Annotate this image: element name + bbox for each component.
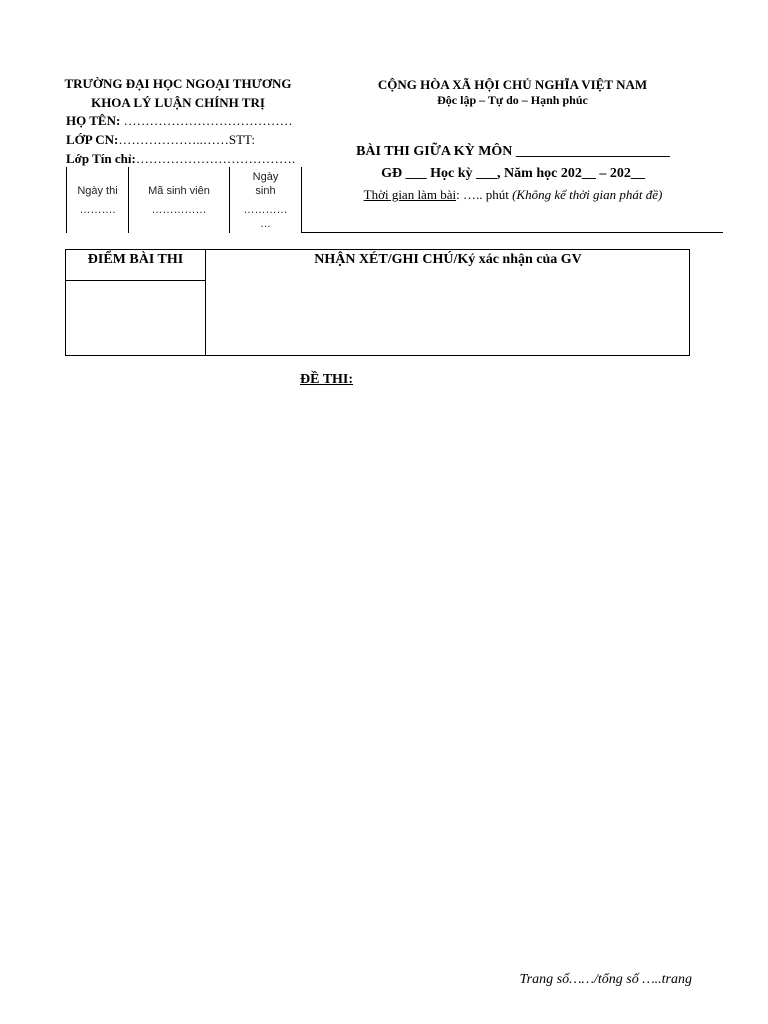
- box-divider: [301, 167, 302, 233]
- student-id-label: Mã sinh viên: [148, 185, 210, 197]
- faculty-name: KHOA LÝ LUẬN CHÍNH TRỊ: [91, 95, 265, 110]
- class-label: LỚP CN:: [66, 132, 119, 147]
- header-rule: [301, 232, 723, 233]
- credit-class-field: [66, 151, 295, 167]
- exam-questions-heading: ĐỀ THI:: [300, 372, 354, 387]
- student-id-dots: ……………: [151, 204, 207, 216]
- exam-title: BÀI THI GIỮA KỲ MÔN ______________________: [356, 144, 670, 159]
- box-divider: [66, 167, 67, 233]
- score-header: ĐIỂM BÀI THI: [66, 250, 205, 281]
- student-name-label: HỌ TÊN:: [66, 113, 121, 128]
- birth-date-dots-1: …………: [243, 204, 288, 216]
- exam-time: [303, 187, 723, 203]
- page-counter: Trang số……/tổng số …..trang: [519, 972, 692, 987]
- birth-date-label-2: sinh: [255, 185, 276, 197]
- student-name-dots: …………………………………: [120, 113, 293, 128]
- box-divider: [128, 167, 129, 233]
- comment-header: NHẬN XÉT/GHI CHÚ/Ký xác nhận của GV: [314, 252, 582, 267]
- birth-date-dots-2: …: [260, 218, 271, 230]
- birth-date-label-1: Ngày: [252, 171, 279, 183]
- score-table: [65, 249, 690, 356]
- exam-date-label: Ngày thi: [77, 185, 118, 197]
- university-name: TRƯỜNG ĐẠI HỌC NGOẠI THƯƠNG: [64, 76, 292, 91]
- exam-time-label: Thời gian làm bài: [363, 187, 457, 202]
- class-dots: ………………..……STT:: [118, 132, 255, 147]
- credit-class-label: Lớp Tín chỉ:: [66, 151, 136, 166]
- student-name-field: [66, 113, 293, 129]
- exam-date-dots: ……….: [79, 204, 116, 216]
- score-column: [66, 250, 206, 355]
- exam-time-value: : ….. phút: [456, 187, 513, 202]
- class-field: [66, 132, 255, 148]
- national-motto: Độc lập – Tự do – Hạnh phúc: [437, 93, 588, 107]
- exam-subtitle: GĐ ___ Học kỳ ___, Năm học 202__ – 202__: [381, 166, 645, 181]
- republic-title: CỘNG HÒA XÃ HỘI CHỦ NGHĨA VIỆT NAM: [377, 77, 648, 92]
- credit-class-dots: ……………………………….: [135, 151, 296, 166]
- exam-time-note: (Không kể thời gian phát đề): [512, 187, 663, 202]
